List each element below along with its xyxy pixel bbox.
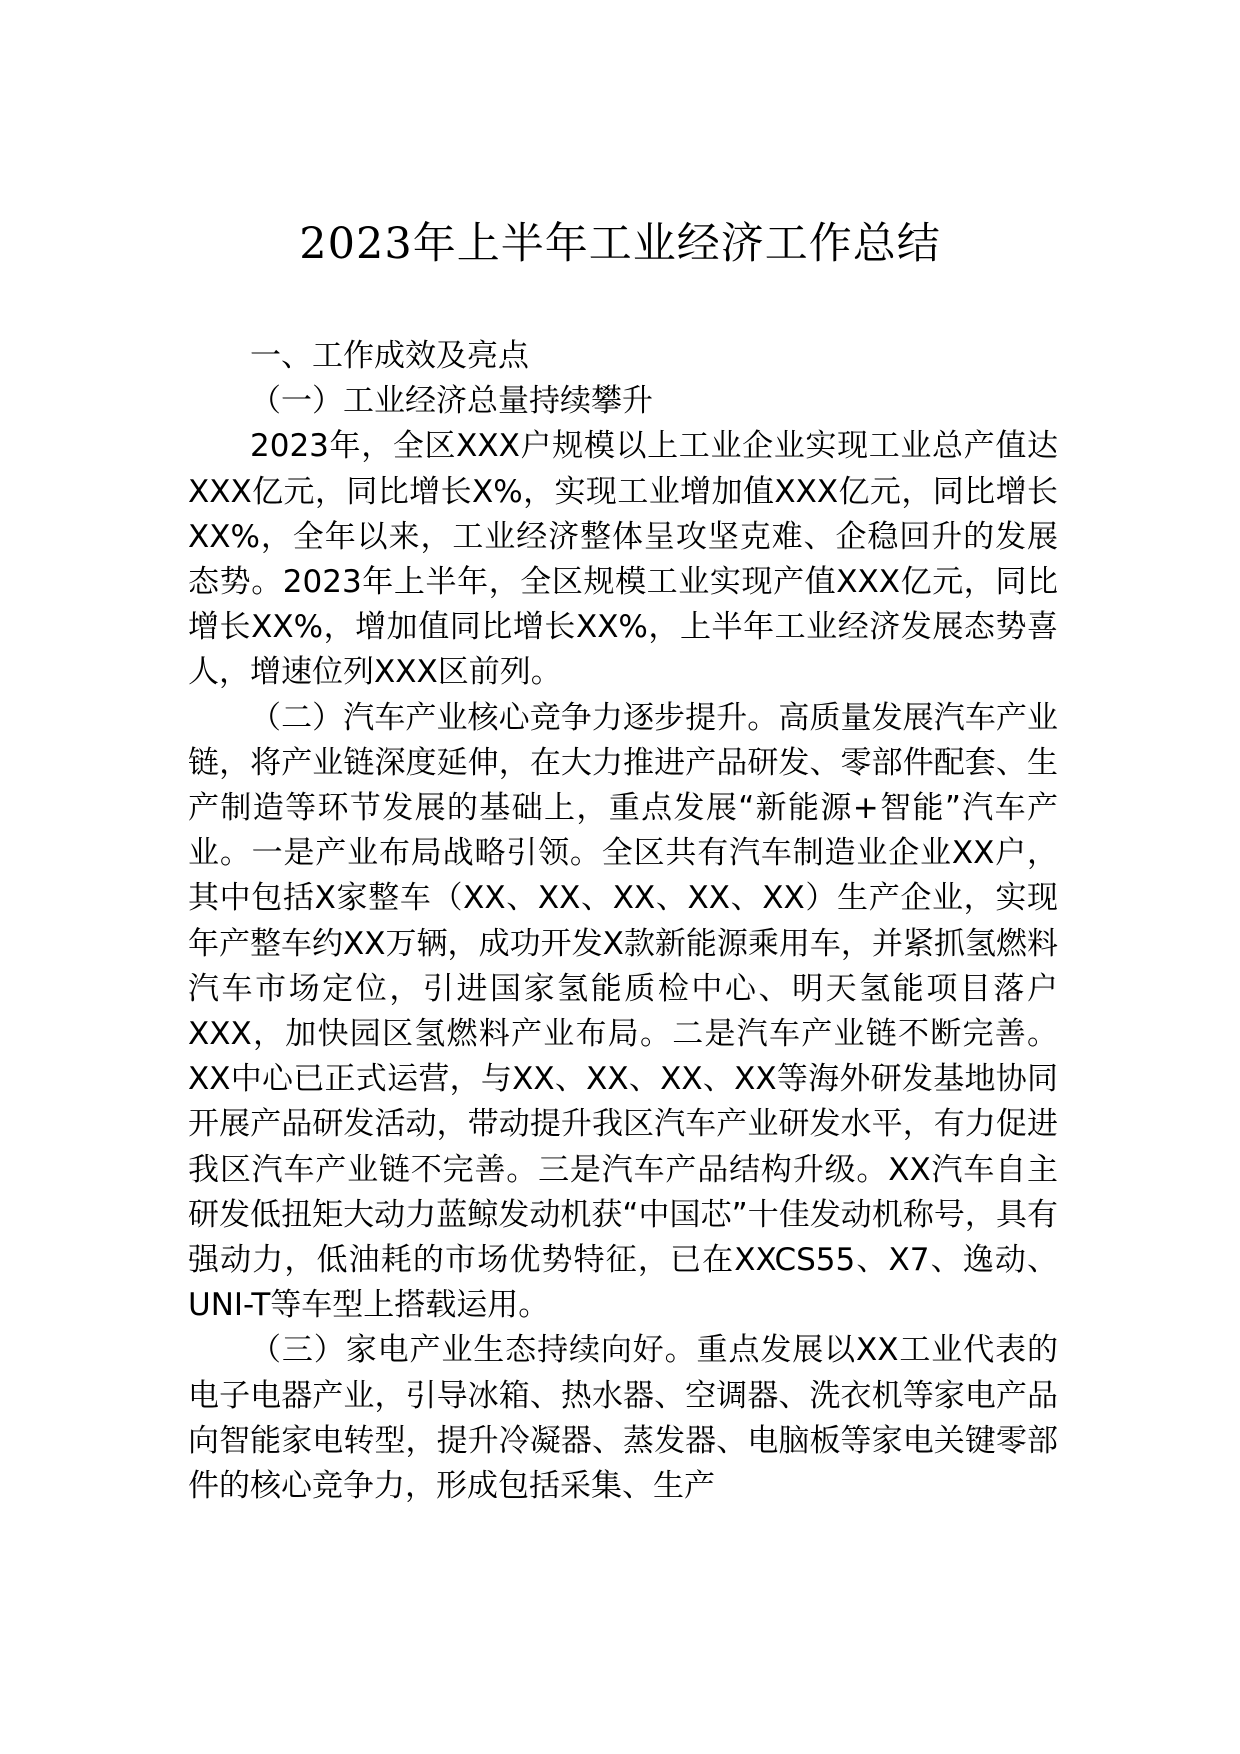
- paragraph-industrial-output: 2023年，全区XXX户规模以上工业企业实现工业总产值达XXX亿元，同比增长X%，实现工业增加值XXX亿元，同比增长XX%，全年以来，工业经济整体呈攻坚克难、企稳回升的发展态势。2023年上半年，全区规模工业实现产值XXX亿元，同比增长XX%，增加值同比增长XX%，上半年工业经济发展态势喜人，增速位列XXX区前列。: [188, 428, 1058, 691]
- paragraph-automotive-industry: （二）汽车产业核心竞争力逐步提升。高质量发展汽车产业链，将产业链深度延伸，在大力推进产品研发、零部件配套、生产制造等环节发展的基础上，重点发展“新能源+智能”汽车产业。一是产业布局战略引领。全区共有汽车制造业企业XX户，其中包括X家整车（XX、XX、XX、XX、XX）生产企业，实现年产整车约XX万辆，成功开发X款新能源乘用车，并紧抓氢燃料汽车市场定位，引进国家氢能质检中心、明天氢能项目落户XXX，加快园区氢燃料产业布局。二是汽车产业链不断完善。XX中心已正式运营，与XX、XX、XX、XX等海外研发基地协同开展产品研发活动，带动提升我区汽车产业研发水平，有力促进我区汽车产业链不完善。三是汽车产品结构升级。XX汽车自主研发低扭矩大动力蓝鲸发动机获“中国芯”十佳发动机称号，具有强动力，低油耗的市场优势特征，已在XXCS55、X7、逸动、UNI-T等车型上搭载运用。: [188, 699, 1058, 1324]
- paragraph-appliance-industry: （三）家电产业生态持续向好。重点发展以XX工业代表的电子电器产业，引导冰箱、热水器、空调器、洗衣机等家电产品向智能家电转型，提升冷凝器、蒸发器、电脑板等家电关键零部件的核心竞争力，形成包括采集、生产: [188, 1332, 1058, 1505]
- document-body: [188, 334, 1058, 1509]
- section-heading: 一、工作成效及亮点: [250, 338, 529, 374]
- subsection-heading: （一）工业经济总量持续攀升: [250, 383, 653, 420]
- document-title: 2023年上半年工业经济工作总结: [299, 219, 941, 269]
